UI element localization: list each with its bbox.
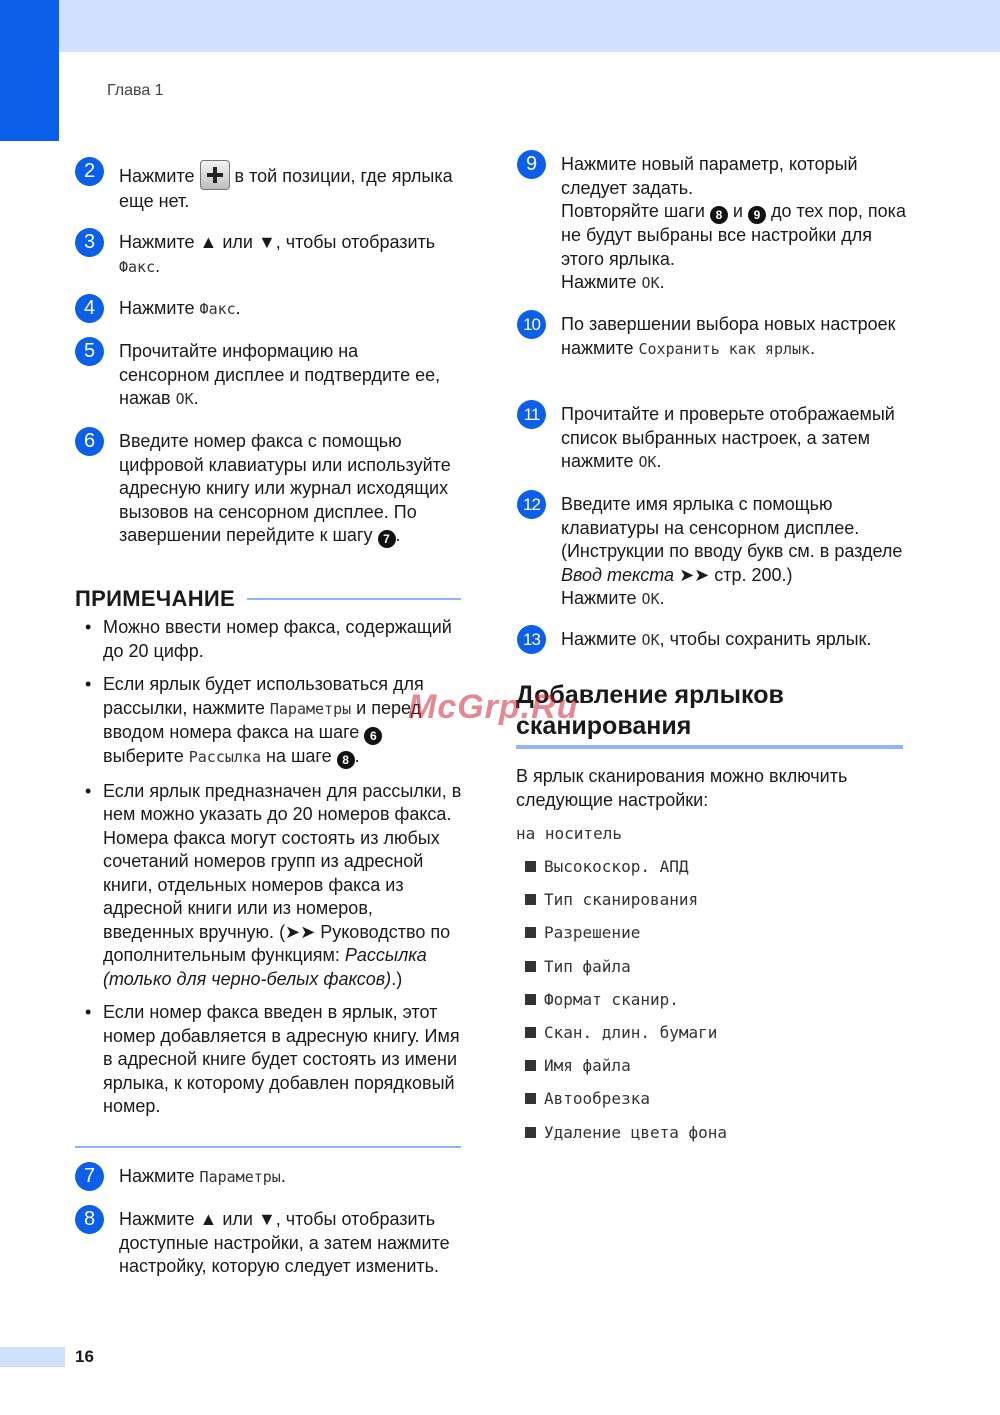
chapter-label: Глава 1 — [107, 82, 164, 99]
step-text: ➤➤ стр. 200.) — [674, 564, 793, 585]
section-heading: Добавление ярлыков сканирования — [516, 681, 784, 740]
step-3 — [75, 231, 470, 279]
step-12 — [517, 493, 907, 612]
punct: . — [235, 298, 241, 318]
ui-term: OK — [641, 274, 660, 292]
ui-term: Факс — [199, 300, 236, 318]
step-9 — [517, 153, 907, 296]
ui-term: OK — [641, 631, 660, 649]
settings-list — [516, 824, 727, 1156]
step-text: Нажмите — [561, 629, 642, 649]
settings-item: Автообрезка — [516, 1089, 727, 1122]
ui-term: Параметры — [269, 699, 352, 718]
punct: . — [395, 525, 401, 545]
step-text: Нажмите ▲ или ▼, чтобы отобразить — [119, 232, 436, 252]
step-text: По завершении выбора новых настроек нажмите — [561, 314, 896, 358]
note-text: и перед вводом номера факса на шаге — [103, 697, 422, 742]
step-number: 9 — [517, 150, 546, 179]
note-text: Если номер факса введен в ярлык, этот номер добавляется в адресную книгу. Имя в адресной книге будет состоять из имени ярлыка, к которому добавлен порядковый номер. — [103, 1002, 460, 1116]
punct: . — [280, 1166, 286, 1186]
step-number: 7 — [75, 1162, 104, 1191]
note-item — [75, 1001, 465, 1119]
settings-item: Удаление цвета фона — [516, 1123, 727, 1156]
note-text: Можно ввести номер факса, содержащий до 20 цифр. — [103, 617, 452, 661]
step-reference-icon: 8 — [337, 751, 355, 769]
step-reference-icon: 9 — [748, 206, 766, 224]
note-title: ПРИМЕЧАНИЕ — [75, 586, 236, 611]
settings-item: Имя файла — [516, 1056, 727, 1089]
punct: . — [656, 451, 662, 471]
step-text: Нажмите — [119, 298, 200, 318]
ui-term: Сохранить как ярлык — [638, 339, 811, 358]
step-7 — [75, 1165, 470, 1190]
settings-item: Разрешение — [516, 923, 727, 956]
note-item — [75, 616, 465, 663]
step-8 — [75, 1208, 470, 1279]
step-2 — [75, 160, 470, 214]
header-band — [59, 0, 1000, 52]
punct: . — [354, 746, 360, 766]
chapter-tab — [0, 0, 59, 141]
step-text: и — [727, 201, 748, 221]
ui-term: OK — [638, 453, 657, 471]
ui-term: Рассылка — [188, 748, 261, 766]
note-text: на шаге — [261, 746, 337, 766]
note-item — [75, 780, 465, 992]
punct: . — [810, 337, 816, 358]
punct: . — [659, 272, 665, 292]
step-number: 4 — [75, 294, 104, 323]
step-text: до тех пор, пока не будут выбраны все настройки для этого ярлыка. — [561, 201, 906, 269]
note-text: Если ярлык предназначен для рассылки, в нем можно указать до 20 номеров факса. Номера факса могут состоять из любых сочетаний номеров групп из адресной книги, отдельных номеров факса из адресной книги или из номеров, введенных вручную. (➤➤ Руководство по дополнительным функциям: — [103, 780, 462, 965]
step-text: Нажмите — [119, 166, 200, 186]
punct: . — [659, 588, 665, 608]
step-number: 13 — [517, 625, 546, 654]
step-text: Повторяйте шаги — [561, 201, 710, 221]
step-text: Нажмите ▲ или ▼, чтобы отобразить доступные настройки, а затем нажмите настройку, которую следует изменить. — [119, 1209, 450, 1276]
step-13 — [517, 628, 917, 653]
note-text: Если ярлык будет использоваться для рассылки, нажмите — [103, 674, 424, 718]
step-reference-icon: 7 — [378, 530, 396, 548]
step-number: 10 — [517, 310, 546, 339]
footer-band — [0, 1347, 65, 1367]
settings-item: Тип файла — [516, 957, 727, 990]
punct: . — [155, 255, 161, 276]
plus-button-icon — [200, 160, 230, 190]
step-text: в той позиции, где ярлыка еще нет. — [119, 166, 453, 211]
section-intro: В ярлык сканирования можно включить следующие настройки: — [516, 766, 848, 810]
step-number: 3 — [75, 228, 104, 257]
cross-reference: Рассылка (только для черно-белых факсов) — [103, 945, 427, 989]
step-text: Нажмите новый параметр, который следует задать. — [561, 154, 858, 198]
section-rule — [516, 745, 903, 749]
punct: .) — [391, 968, 403, 989]
settings-item: Скан. длин. бумаги — [516, 1023, 727, 1056]
step-text: Прочитайте информацию на сенсорном дисплее и подтвердите ее, нажав — [119, 341, 441, 408]
step-11 — [517, 403, 907, 475]
ui-term: Факс — [119, 257, 156, 276]
step-text: Прочитайте и проверьте отображаемый список выбранных настроек, а затем нажмите — [561, 404, 895, 471]
note-rule — [247, 598, 461, 600]
note-header — [75, 586, 461, 612]
step-number: 11 — [517, 400, 546, 429]
step-number: 12 — [517, 490, 546, 519]
step-10 — [517, 313, 907, 361]
step-text: Введите номер факса с помощью цифровой клавиатуры или используйте адресную книгу или журнал исходящих вызовов на сенсорном дисплее. По завершении перейдите к шагу — [119, 431, 451, 545]
step-number: 8 — [75, 1205, 104, 1234]
step-text: Нажмите — [119, 1166, 200, 1186]
watermark: McGrp.Ru — [408, 688, 579, 726]
settings-item: Высокоскор. АПД — [516, 857, 727, 890]
page-number: 16 — [75, 1347, 94, 1366]
step-reference-icon: 6 — [364, 727, 382, 745]
step-number: 2 — [75, 157, 104, 186]
step-number: 6 — [75, 427, 104, 456]
note-end-rule — [75, 1146, 461, 1148]
note-list — [75, 616, 465, 1129]
settings-item: Формат сканир. — [516, 990, 727, 1023]
step-text: Введите имя ярлыка с помощью клавиатуры на сенсорном дисплее. (Инструкции по вводу букв см. в разделе — [561, 494, 903, 561]
ui-term: OK — [175, 390, 194, 408]
step-4 — [75, 297, 470, 322]
step-text: Нажмите — [561, 588, 642, 608]
step-6 — [75, 430, 460, 548]
settings-list-head: на носитель — [516, 824, 622, 843]
note-text: выберите — [103, 746, 189, 766]
settings-item: Тип сканирования — [516, 890, 727, 923]
ui-term: Параметры — [199, 1168, 281, 1186]
step-5 — [75, 340, 450, 412]
step-text: , чтобы сохранить ярлык. — [659, 629, 872, 649]
punct: . — [193, 388, 199, 408]
step-text: Нажмите — [561, 272, 642, 292]
ui-term: OK — [641, 590, 660, 608]
cross-reference: Ввод текста — [561, 564, 675, 585]
step-number: 5 — [75, 337, 104, 366]
note-item — [75, 673, 465, 770]
step-reference-icon: 8 — [710, 206, 728, 224]
